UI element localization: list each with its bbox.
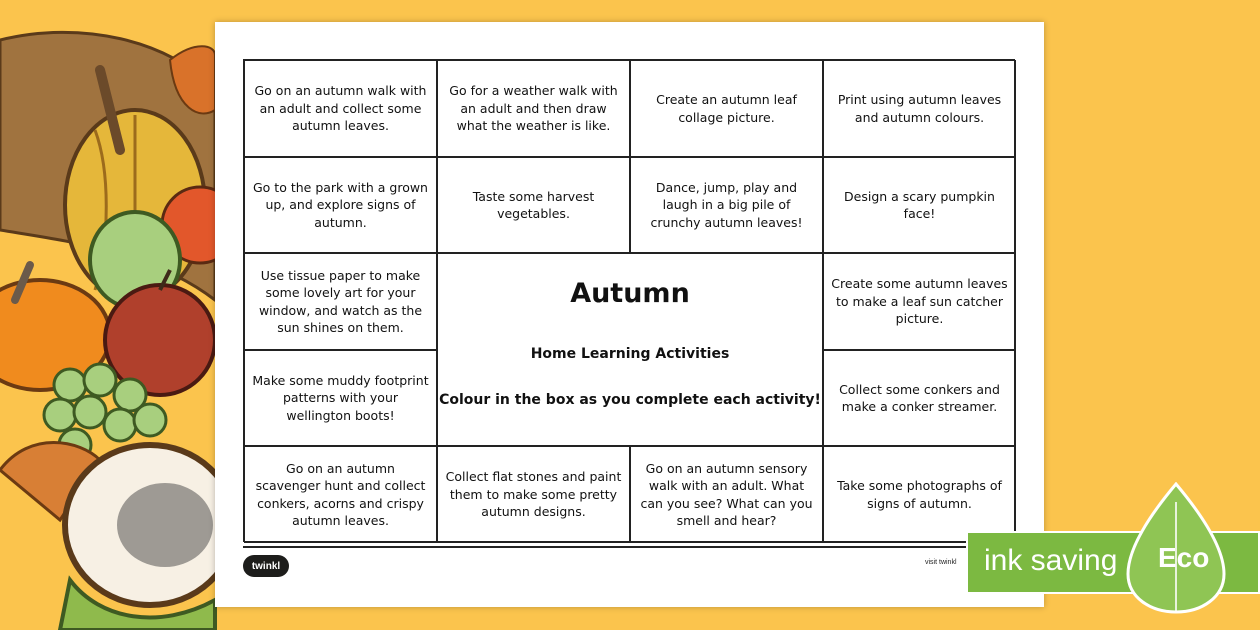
center-title-box [437, 253, 823, 446]
activity-cell[interactable]: Print using autumn leaves and autumn colours. [823, 60, 1016, 157]
activity-cell[interactable]: Create an autumn leaf collage picture. [630, 60, 823, 157]
footer-divider [243, 546, 1015, 548]
activity-cell[interactable]: Collect some conkers and make a conker streamer. [823, 350, 1016, 446]
activity-cell[interactable]: Taste some harvest vegetables. [437, 157, 630, 253]
activity-sheet [215, 22, 1044, 607]
ink-saving-label: ink saving [984, 544, 1118, 577]
activity-cell[interactable]: Create some autumn leaves to make a leaf sun catcher picture. [823, 253, 1016, 350]
visit-text: visit twinkl [925, 559, 957, 566]
activity-cell[interactable]: Go on an autumn walk with an adult and collect some autumn leaves. [244, 60, 437, 157]
activity-cell[interactable]: Dance, jump, play and laugh in a big pile of crunchy autumn leaves! [630, 157, 823, 253]
activity-cell[interactable]: Go to the park with a grown up, and explore signs of autumn. [244, 157, 437, 253]
sheet-instruction: Colour in the box as you complete each activity! [439, 392, 821, 408]
activity-cell[interactable]: Design a scary pumpkin face! [823, 157, 1016, 253]
twinkl-logo: twinkl [243, 555, 289, 577]
activity-cell[interactable]: Make some muddy footprint patterns with your wellington boots! [244, 350, 437, 446]
activity-grid [243, 59, 1015, 542]
activity-cell[interactable]: Go for a weather walk with an adult and then draw what the weather is like. [437, 60, 630, 157]
sheet-subtitle: Home Learning Activities [530, 346, 730, 362]
activity-cell[interactable]: Go on an autumn sensory walk with an adult. What can you see? What can you smell and hear? [630, 446, 823, 543]
sheet-title: Autumn [570, 278, 690, 309]
activity-cell[interactable]: Collect flat stones and paint them to make some pretty autumn designs. [437, 446, 630, 543]
activity-cell[interactable]: Go on an autumn scavenger hunt and collect conkers, acorns and crispy autumn leaves. [244, 446, 437, 543]
activity-cell[interactable]: Use tissue paper to make some lovely art for your window, and watch as the sun shines on them. [244, 253, 437, 350]
activity-cell[interactable]: Take some photographs of signs of autumn. [823, 446, 1016, 543]
eco-label: Eco [1158, 542, 1210, 573]
